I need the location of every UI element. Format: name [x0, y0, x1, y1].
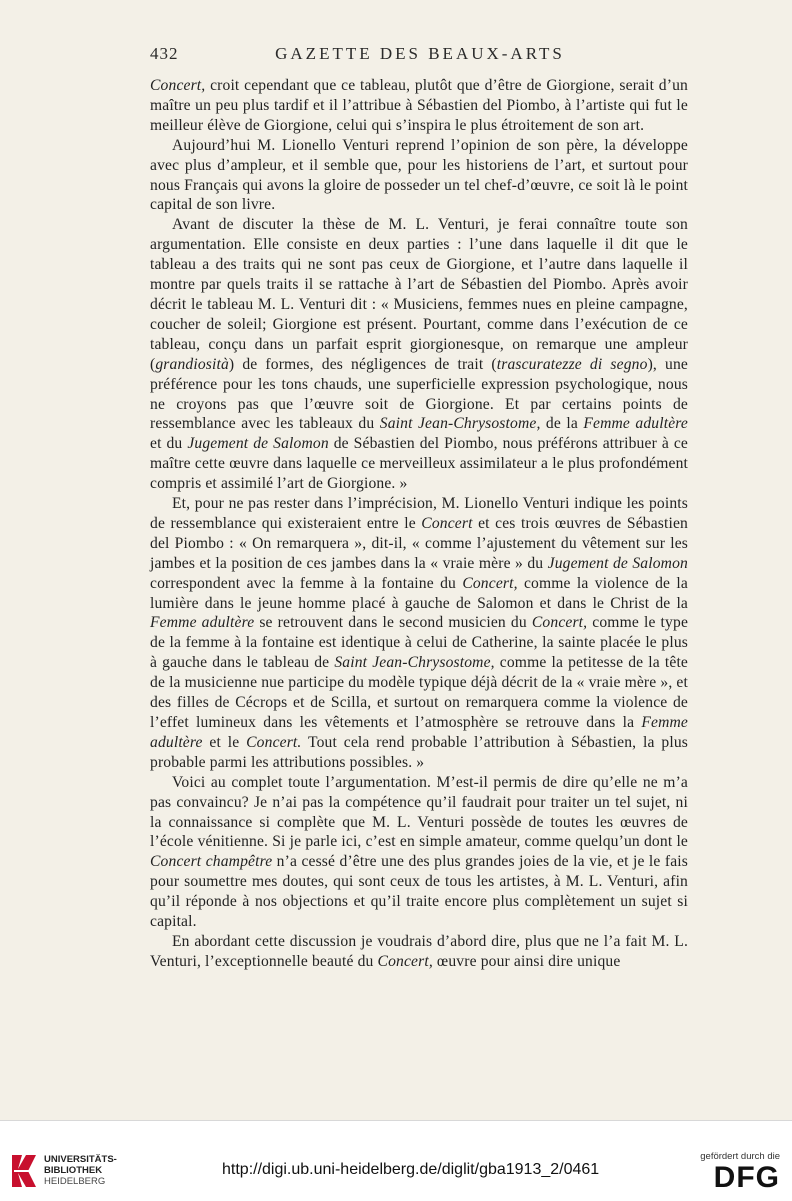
text-run: Voici au complet toute l’argumentation. M’est-il permis de dire qu’elle ne m’a pas convaincu? Je n’ai pas la compétence qu’il faudrait pour traiter un tel sujet, ni la connaissance si complète que M. L. Venturi possède de toutes les œuvres de l’école vénitienne. Si je parle ici, c’est en simple amateur, comme quelqu’un dont le: [150, 773, 688, 851]
italic-title: Concert,: [462, 574, 518, 592]
text-run: de Sébastien del Piombo, nous préférons attribuer à ce maître cette œuvre dans laquelle ce merveilleux assimilateur a le plus profondément compris et assimilé l’art de Giorgione. »: [150, 435, 688, 493]
text-run: et du: [150, 435, 188, 453]
text-run: et le: [202, 733, 247, 751]
text-run: Avant de discuter la thèse de M. L. Venturi, je ferai connaître toute son argumentation. Elle consiste en deux parties : l’une dans laquelle il dit que le tableau a des traits qui ne sont pas ceux de Giorgione, et l’autre dans laquelle il montre par quels traits il se rattache à l’art de Sébastien del Piombo. Après avoir décrit le tableau M. L. Venturi dit : « Musiciens, femmes nues en pleine campagne, coucher de soleil; Giorgione est présent. Pourtant, comme dans l’exécution de ce tableau, conçu dans un parfait esprit giorgionesque, on remarque une ampleur (: [150, 216, 688, 373]
italic-title: Concert champêtre: [150, 853, 273, 871]
italic-title: Concert,: [150, 77, 206, 94]
paragraph-2: Aujourd’hui M. Lionello Venturi reprend l’opinion de son père, la développe avec plus d’ampleur, et il semble que, pour les historiens de l’art, et surtout pour nous Français qui avons la gloire de posseder un tel chef-d’œuvre, ce soit là le point capital de son livre.: [150, 136, 688, 214]
page-number: 432: [150, 44, 179, 63]
text-run: Tout cela rend probable l’attribution à Sébastien, la plus probable parmi les attributions possibles. »: [150, 733, 688, 771]
italic-title: Saint Jean-Chrysostome,: [334, 654, 495, 672]
text-run: œuvre pour ainsi dire unique: [432, 952, 621, 970]
sponsor-caption: gefördert durch die: [700, 1151, 780, 1162]
text-run: croit cependant que ce tableau, plutôt que d’être de Giorgione, serait d’un maître un peu plus tardif et il l’attribue à Sébastien del Piombo, à l’artiste qui fut le meilleur élève de Giorgione, celui qui s’inspira le plus étroitement de son art.: [150, 77, 688, 134]
italic-title: Jugement de Salomon: [547, 554, 688, 572]
text-run: et ces trois œuvres de Sébastien del Piombo : « On remarquera », dit-il, « comme l’ajustement du vêtement sur les jambes et la position de ces jambes dans la « vraie mère » du: [150, 514, 688, 572]
italic-term: grandiosità: [155, 355, 229, 373]
italic-title: Femme adultère: [150, 614, 255, 632]
library-name-line-1: UNIVERSITÄTS-: [44, 1154, 117, 1165]
text-run: comme la violence de la lumière dans le jeune homme placé à gauche de Salomon et dans le Christ de la: [150, 574, 688, 612]
journal-title: GAZETTE DES BEAUX-ARTS: [275, 44, 565, 63]
text-run: Et, pour ne pas rester dans l’imprécision, M. Lionello Venturi indique les points de ressemblance qui existeraient entre le: [150, 495, 688, 532]
text-run: se retrouvent dans le second musicien du: [254, 614, 532, 632]
article-body: [150, 76, 688, 972]
paragraph-1: [150, 76, 688, 136]
paragraph-4: [150, 494, 688, 773]
text-run: ), une préférence pour les tons chauds, une superficielle expression psychologique, nous ne croyons pas que l’œuvre soit de Giorgione. Et par certains points de ressemblance avec les tableaux du: [150, 355, 688, 433]
italic-title: Saint Jean-Chrysostome,: [379, 415, 541, 433]
text-run: correspondent avec la femme à la fontaine du: [150, 574, 463, 592]
library-name-line-3: HEIDELBERG: [44, 1176, 106, 1187]
text-run: de la: [540, 415, 584, 433]
library-name: [44, 1154, 117, 1187]
italic-title: Concert,: [531, 614, 588, 632]
italic-title: Concert.: [246, 733, 302, 751]
italic-title: Jugement de Salomon: [187, 435, 329, 453]
text-run: comme la petitesse de la tête de la musicienne nue participe du modèle typique déjà décrit de la « vraie mère », et des filles de Cécrops et de Scilla, et surtout on remarquera comme la violence de l’effet lumineux dans les vêtements et l’atmosphère se retrouve dans la: [150, 654, 689, 731]
text-run: comme le type de la femme à la fontaine est identique à celui de Catherine, la sainte placée le plus à gauche dans le tableau de: [150, 614, 689, 672]
dfg-logo: DFG: [713, 1161, 780, 1194]
paragraph-6: [150, 932, 688, 972]
heidelberg-university-library-logo-icon: [8, 1151, 40, 1191]
paragraph-3: [150, 215, 688, 494]
library-logo[interactable]: [8, 1151, 138, 1191]
viewer-footer: [0, 1120, 792, 1201]
italic-title: Concert: [421, 514, 473, 532]
paragraph-5: [150, 773, 688, 932]
italic-title: Concert,: [377, 952, 433, 970]
permalink-url[interactable]: http://digi.ub.uni-heidelberg.de/diglit/gba1913_2/0461: [222, 1161, 600, 1178]
sponsor-block[interactable]: [680, 1151, 780, 1194]
italic-title: Femme adultère: [150, 714, 688, 751]
italic-term: trascuratezze di segno: [496, 355, 648, 373]
text-run: ) de formes, des négligences de trait (: [228, 355, 497, 373]
text-run: En abordant cette discussion je voudrais d’abord dire, plus que ne l’a fait M. L. Venturi, l’exceptionnelle beauté du: [150, 932, 688, 970]
italic-title: Femme adultère: [583, 415, 688, 433]
text-run: n’a cessé d’être une des plus grandes joies de la vie, et je le fais pour soumettre mes doutes, qui sont ceux de tous les artistes, à M. L. Venturi, afin qu’il réponde à nos objections et qu’il traite encore plus complètement un sujet si capital.: [150, 853, 688, 931]
library-name-line-2: BIBLIOTHEK: [44, 1165, 103, 1176]
